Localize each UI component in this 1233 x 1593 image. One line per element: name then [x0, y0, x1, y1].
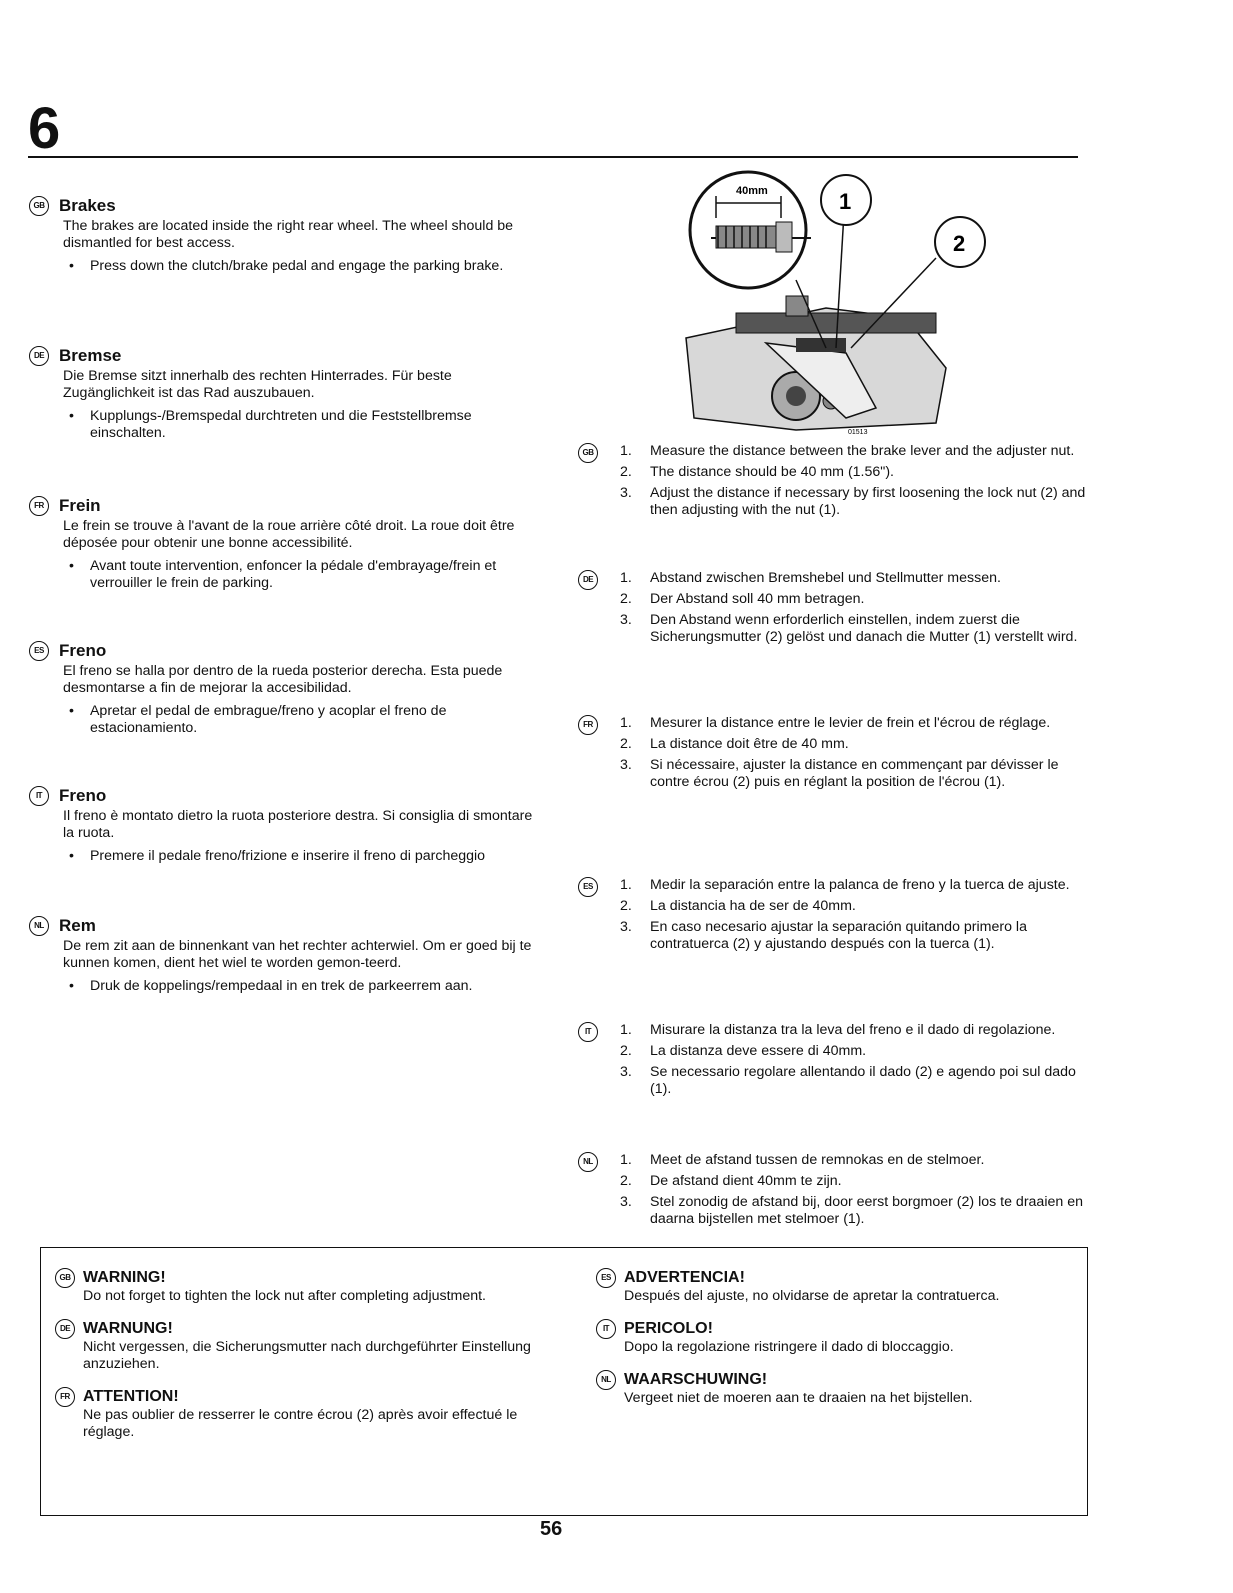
section-bullet: Apretar el pedal de embrague/freno y acoplar el freno de estacionamiento.: [89, 703, 447, 736]
warning-text: Do not forget to tighten the lock nut after completing adjustment.: [83, 1288, 486, 1304]
step-number: 2.: [620, 1043, 632, 1059]
de-flag-icon: DE: [578, 570, 598, 590]
gb-flag-icon: GB: [578, 443, 598, 463]
warning-title: ATTENTION!: [83, 1388, 179, 1405]
section-body: Le frein se trouve à l'avant de la roue arrière côté droit. La roue doit être déposée pour obtenir une bonne accessibilité.: [63, 518, 515, 551]
step-text: Measure the distance between the brake lever and the adjuster nut.: [650, 443, 1075, 459]
step-number: 2.: [620, 1173, 632, 1189]
page-number: 56: [540, 1518, 563, 1540]
it-flag-icon: IT: [29, 786, 49, 806]
warning-text: Nicht vergessen, die Sicherungsmutter nach durchgeführter Einstellung anzuziehen.: [83, 1339, 531, 1372]
section-nl: [35, 916, 540, 995]
step-number: 3.: [620, 919, 632, 935]
step-number: 3.: [620, 757, 632, 773]
step-number: 2.: [620, 464, 632, 480]
gb-flag-icon: GB: [55, 1268, 75, 1288]
warning-text: Ne pas oublier de resserrer le contre écrou (2) après avoir effectué le réglage.: [83, 1407, 518, 1440]
warning-title: WARNUNG!: [83, 1320, 173, 1337]
section-title: Freno: [59, 786, 107, 805]
de-flag-icon: DE: [55, 1319, 75, 1339]
step-number: 1.: [620, 1152, 632, 1168]
brake-adjustment-diagram: [676, 168, 1002, 438]
step-text: Si nécessaire, ajuster la distance en commençant par dévisser le contre écrou (2) puis en réglant la position de l'écrou (1).: [650, 757, 1059, 790]
header-rule: [28, 156, 1078, 158]
callout-1-label: 1: [839, 189, 852, 214]
step-number: 2.: [620, 898, 632, 914]
section-de: [35, 346, 540, 496]
warning-text: Dopo la regolazione ristringere il dado di bloccaggio.: [624, 1339, 954, 1355]
step-number: 1.: [620, 715, 632, 731]
chapter-number: 6: [28, 96, 61, 161]
steps-es: [578, 877, 1088, 1022]
nl-flag-icon: NL: [578, 1152, 598, 1172]
warning-it: [596, 1319, 1076, 1356]
step-number: 1.: [620, 443, 632, 459]
it-flag-icon: IT: [596, 1319, 616, 1339]
section-fr: [35, 496, 540, 641]
section-it: [35, 786, 540, 916]
steps-nl: [578, 1152, 1088, 1228]
figure-reference: 01513: [848, 429, 868, 436]
warning-title: WAARSCHUWING!: [624, 1371, 768, 1388]
bullet-icon: •: [69, 703, 74, 719]
warning-de: [55, 1319, 535, 1373]
step-text: En caso necesario ajustar la separación quitando primero la contratuerca (2) y ajustando después con la tuerca (1).: [650, 919, 1027, 952]
warning-title: WARNING!: [83, 1269, 166, 1286]
step-text: Der Abstand soll 40 mm betragen.: [650, 591, 865, 607]
fr-flag-icon: FR: [29, 496, 49, 516]
step-text: Abstand zwischen Bremshebel und Stellmutter messen.: [650, 570, 1001, 586]
warning-column-left: [55, 1268, 535, 1455]
section-es: [35, 641, 540, 786]
bullet-icon: •: [69, 258, 74, 274]
fr-flag-icon: FR: [578, 715, 598, 735]
step-number: 2.: [620, 591, 632, 607]
section-title: Brakes: [59, 196, 116, 215]
section-body: El freno se halla por dentro de la rueda posterior derecha. Esta puede desmontarse a fin de mejorar la accesibilidad.: [63, 663, 503, 696]
step-text: Adjust the distance if necessary by first loosening the lock nut (2) and then adjusting with the nut (1).: [650, 485, 1086, 518]
step-text: Medir la separación entre la palanca de freno y la tuerca de ajuste.: [650, 877, 1070, 893]
warning-title: PERICOLO!: [624, 1320, 713, 1337]
warning-gb: [55, 1268, 535, 1305]
brake-illustration: [676, 168, 1002, 438]
section-bullet: Druk de koppelings/rempedaal in en trek de parkeerrem aan.: [89, 978, 473, 994]
fr-flag-icon: FR: [55, 1387, 75, 1407]
step-number: 3.: [620, 1064, 632, 1080]
gb-flag-icon: GB: [29, 196, 49, 216]
step-number: 3.: [620, 612, 632, 628]
section-bullet: Kupplungs-/Bremspedal durchtreten und die Feststellbremse einschalten.: [89, 408, 472, 441]
section-gb: [35, 196, 540, 346]
nl-flag-icon: NL: [29, 916, 49, 936]
warning-text: Después del ajuste, no olvidarse de apretar la contratuerca.: [624, 1288, 1000, 1304]
step-text: Se necessario regolare allentando il dado (2) e agendo poi sul dado (1).: [650, 1064, 1076, 1097]
es-flag-icon: ES: [578, 877, 598, 897]
callout-2-label: 2: [953, 231, 966, 256]
step-number: 1.: [620, 877, 632, 893]
step-text: Misurare la distanza tra la leva del freno e il dado di regolazione.: [650, 1022, 1056, 1038]
steps-de: [578, 570, 1088, 715]
step-number: 2.: [620, 736, 632, 752]
section-title: Rem: [59, 916, 96, 935]
bullet-icon: •: [69, 848, 74, 864]
section-bullet: Premere il pedale freno/frizione e inserire il freno di parcheggio: [89, 848, 486, 864]
step-number: 1.: [620, 570, 632, 586]
de-flag-icon: DE: [29, 346, 49, 366]
section-title: Frein: [59, 496, 101, 515]
step-number: 3.: [620, 1194, 632, 1210]
step-text: The distance should be 40 mm (1.56").: [650, 464, 894, 480]
section-body: The brakes are located inside the right rear wheel. The wheel should be dismantled for best access.: [63, 218, 514, 251]
step-text: Mesurer la distance entre le levier de frein et l'écrou de réglage.: [650, 715, 1051, 731]
step-text: Stel zonodig de afstand bij, door eerst borgmoer (2) los te draaien en daarna bijstellen met stelmoer (1).: [650, 1194, 1083, 1227]
steps-it: [578, 1022, 1088, 1152]
warning-box: [40, 1247, 1088, 1516]
section-bullet: Press down the clutch/brake pedal and engage the parking brake.: [89, 258, 504, 274]
step-text: La distance doit être de 40 mm.: [650, 736, 849, 752]
step-text: De afstand dient 40mm te zijn.: [650, 1173, 842, 1189]
warning-es: [596, 1268, 1076, 1305]
warning-title: ADVERTENCIA!: [624, 1269, 745, 1286]
section-body: Die Bremse sitzt innerhalb des rechten Hinterrades. Für beste Zugänglichkeit ist das Rad auszubauen.: [63, 368, 452, 401]
step-text: La distancia ha de ser de 40mm.: [650, 898, 856, 914]
adjustment-steps-column: [578, 443, 1088, 1228]
warning-nl: [596, 1370, 1076, 1407]
step-text: Meet de afstand tussen de remnokas en de stelmoer.: [650, 1152, 985, 1168]
es-flag-icon: ES: [596, 1268, 616, 1288]
warning-fr: [55, 1387, 535, 1441]
section-bullet: Avant toute intervention, enfoncer la pédale d'embrayage/frein et verrouiller le frein de parking.: [89, 558, 497, 591]
es-flag-icon: ES: [29, 641, 49, 661]
steps-fr: [578, 715, 1088, 877]
section-body: De rem zit aan de binnenkant van het rechter achterwiel. Om er goed bij te kunnen komen, dient het wiel te worden gemon-teerd.: [63, 938, 532, 971]
warning-text: Vergeet niet de moeren aan te draaien na het bijstellen.: [624, 1390, 973, 1406]
step-text: Den Abstand wenn erforderlich einstellen, indem zuerst die Sicherungsmutter (2) gelöst und danach die Mutter (1) verstellt wird.: [650, 612, 1078, 645]
step-text: La distanza deve essere di 40mm.: [650, 1043, 867, 1059]
step-number: 3.: [620, 485, 632, 501]
measure-label: 40mm: [736, 185, 768, 197]
bullet-icon: •: [69, 558, 74, 574]
brake-location-column: [35, 196, 540, 995]
steps-gb: [578, 443, 1088, 570]
section-title: Freno: [59, 641, 107, 660]
bullet-icon: •: [69, 408, 74, 424]
warning-column-right: [596, 1268, 1076, 1421]
it-flag-icon: IT: [578, 1022, 598, 1042]
section-body: Il freno è montato dietro la ruota posteriore destra. Si consiglia di smontare la ruota.: [63, 808, 533, 841]
nl-flag-icon: NL: [596, 1370, 616, 1390]
step-number: 1.: [620, 1022, 632, 1038]
section-title: Bremse: [59, 346, 122, 365]
bullet-icon: •: [69, 978, 74, 994]
